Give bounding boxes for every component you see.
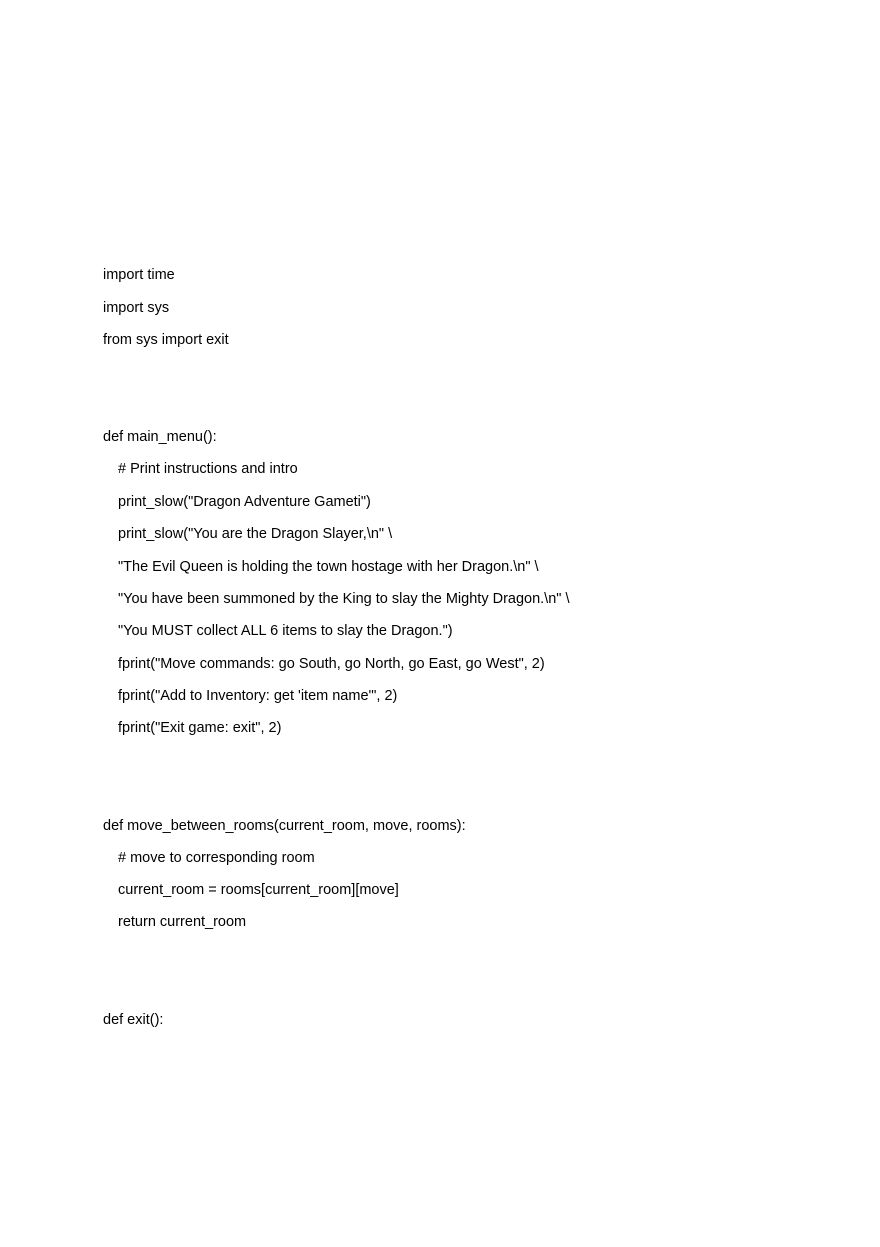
code-line: from sys import exit [103, 332, 229, 348]
code-line: return current_room [118, 914, 247, 930]
code-line: fprint("Move commands: go South, go North, go East, go West", 2) [118, 656, 545, 672]
code-line: "The Evil Queen is holding the town hostage with her Dragon.\n" \ [118, 559, 539, 575]
code-line: def move_between_rooms(current_room, move, rooms): [103, 818, 466, 834]
code-line: def exit(): [103, 1012, 164, 1028]
code-line: import time [103, 267, 175, 283]
code-line: def main_menu(): [103, 429, 217, 445]
code-line: fprint("Exit game: exit", 2) [118, 720, 282, 736]
code-line: import sys [103, 300, 170, 316]
code-line: print_slow("Dragon Adventure Gameti") [118, 494, 371, 510]
code-line: fprint("Add to Inventory: get 'item name'", 2) [118, 688, 398, 704]
code-line: current_room = rooms[current_room][move] [118, 882, 399, 898]
code-line: "You have been summoned by the King to slay the Mighty Dragon.\n" \ [118, 591, 570, 607]
code-line: print_slow("You are the Dragon Slayer,\n" \ [118, 526, 393, 542]
code-line: # move to corresponding room [118, 850, 315, 866]
code-line: "You MUST collect ALL 6 items to slay the Dragon.") [118, 623, 453, 639]
code-line: # Print instructions and intro [118, 461, 298, 477]
